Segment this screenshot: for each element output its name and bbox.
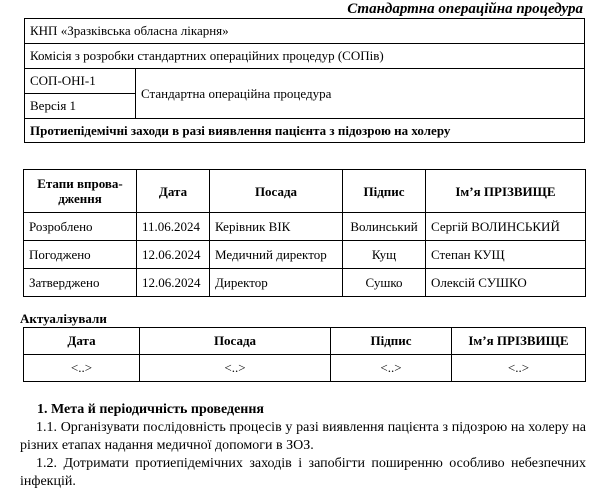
position-cell: Директор	[210, 269, 343, 297]
placeholder-cell: <..>	[140, 355, 331, 382]
procedure-version: Версія 1	[25, 94, 136, 119]
date-cell: 12.06.2024	[137, 241, 210, 269]
position-cell: Керівник ВІК	[210, 213, 343, 241]
column-header: Ім’я ПРІЗВИЩЕ	[452, 328, 586, 355]
position-cell: Медичний директор	[210, 241, 343, 269]
document-type: Стандартна операційна процедура	[347, 1, 583, 17]
approval-table	[23, 169, 586, 297]
name-cell: Олексій СУШКО	[426, 269, 586, 297]
procedure-title: Протиепідемічні заходи в разі виявлення пацієнта з підозрою на холеру	[25, 119, 585, 143]
column-header: Дата	[24, 328, 140, 355]
stage-cell: Погоджено	[24, 241, 137, 269]
signature-cell: Волинський	[343, 213, 426, 241]
procedure-code: СОП-ОНІ-1	[25, 69, 136, 94]
updates-header-row	[24, 328, 586, 355]
table-row	[24, 355, 586, 382]
column-header: Етапи впрова-дження	[24, 170, 137, 213]
placeholder-cell: <..>	[452, 355, 586, 382]
commission-name: Комісія з розробки стандартних операційних процедур (СОПів)	[25, 44, 585, 69]
procedure-type: Стандартна операційна процедура	[136, 69, 585, 119]
name-cell: Степан КУЩ	[426, 241, 586, 269]
paragraph: 1.1. Організувати послідовність процесів у разі виявлення пацієнта з підозрою на холеру на різних етапах надання медичної допомоги в ЗОЗ.	[20, 420, 586, 453]
column-header: Підпис	[343, 170, 426, 213]
paragraph: 1.2. Дотримати протиепідемічних заходів і запобігти поширенню особливо небезпечних інфекцій.	[20, 456, 586, 489]
stage-cell: Затверджено	[24, 269, 137, 297]
placeholder-cell: <..>	[24, 355, 140, 382]
signature-cell: Сушко	[343, 269, 426, 297]
placeholder-cell: <..>	[331, 355, 452, 382]
table-row	[24, 269, 586, 297]
column-header: Ім’я ПРІЗВИЩЕ	[426, 170, 586, 213]
updates-table	[23, 327, 586, 382]
updates-label: Актуалізували	[20, 311, 107, 326]
name-cell: Сергій ВОЛИНСЬКИЙ	[426, 213, 586, 241]
header-table	[24, 18, 585, 143]
section-heading: 1. Мета й періодичність проведення	[37, 402, 265, 417]
column-header: Посада	[140, 328, 331, 355]
table-row	[24, 241, 586, 269]
table-row	[24, 213, 586, 241]
column-header: Підпис	[331, 328, 452, 355]
stage-cell: Розроблено	[24, 213, 137, 241]
organization-name: КНП «Зразківська обласна лікарня»	[25, 19, 585, 44]
column-header: Дата	[137, 170, 210, 213]
approval-header-row	[24, 170, 586, 213]
date-cell: 11.06.2024	[137, 213, 210, 241]
signature-cell: Кущ	[343, 241, 426, 269]
date-cell: 12.06.2024	[137, 269, 210, 297]
column-header: Посада	[210, 170, 343, 213]
